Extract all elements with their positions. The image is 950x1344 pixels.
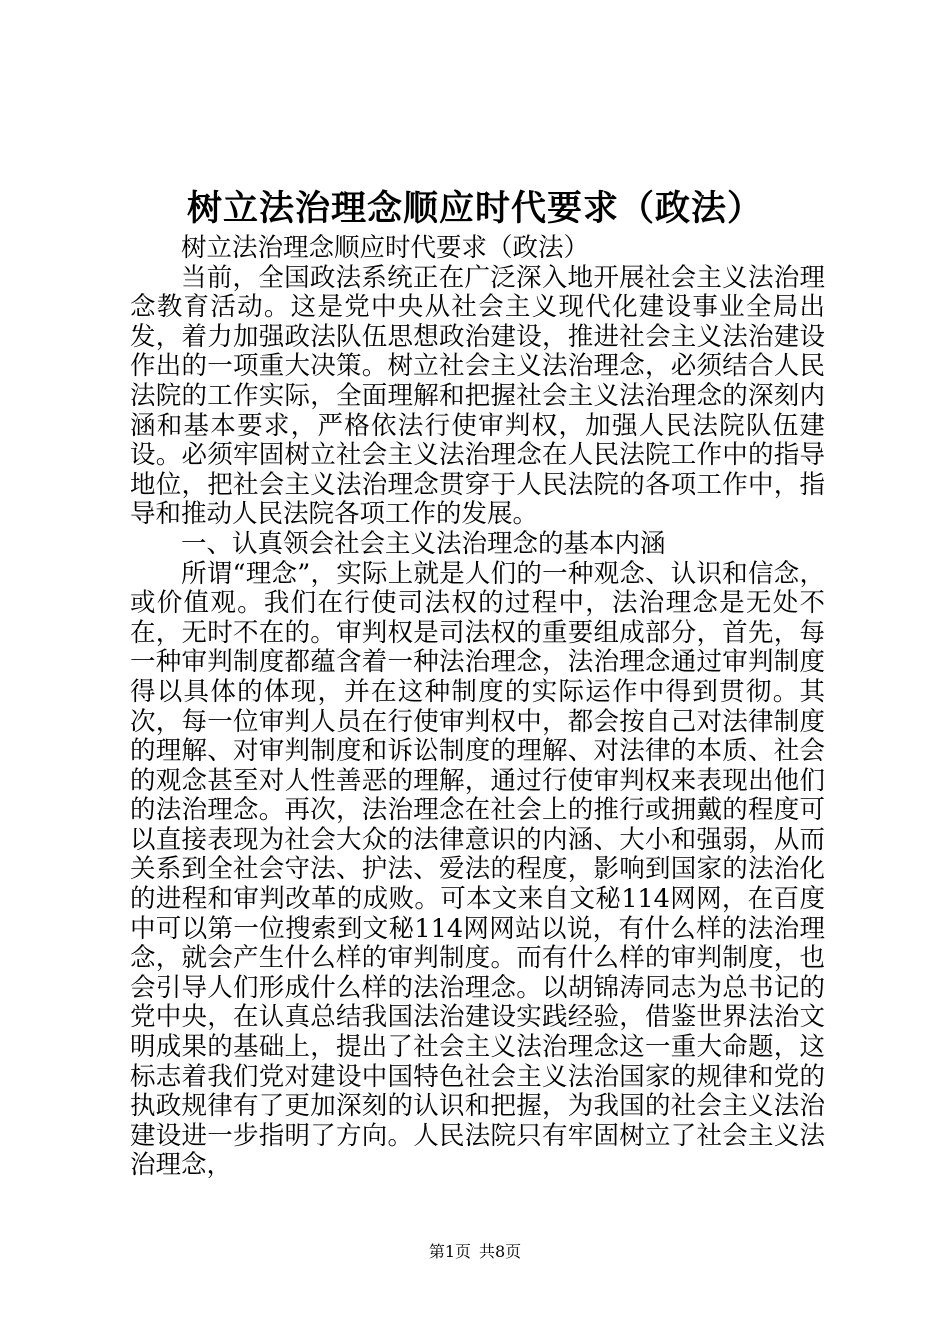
section-heading: 一、认真领会社会主义法治理念的基本内涵 <box>181 528 666 559</box>
paragraph-subtitle: 树立法治理念顺应时代要求（政法） <box>181 233 590 263</box>
paragraph-concept: 所谓“理念”，实际上就是人们的一种观念、认识和信念，或价值观。我们在行使司法权的过程中，法治理念是无处不在，无时不在的。审判权是司法权的重要组成部分，首先，每一种审判制度都蕴含着一种法治理念，法治理念通过审判制度得以具体的体现，并在这种制度的实际运作中得到贯彻。其次，每一位审判人员在行使审判权中，都会按自己对法律制度的理解、对审判制度和诉讼制度的理解、对法律的本质、社会的观念甚至对人性善恶的理解，通过行使审判权来表现出他们的法治理念。再次，法治理念在社会上的推行或拥戴的程度可以直接表现为社会大众的法律意识的内涵、大小和强弱，从而关系到全社会守法、护法、爱法的程度，影响到国家的法治化的进程和审判改革的成败。可本文来自文秘114网网，在百度中可以第一位搜索到文秘114网网站以说，有什么样的法治理念，就会产生什么样的审判制度。而有什么样的审判制度，也会引导人们形成什么样的法治理念。以胡锦涛同志为总书记的党中央，在认真总结我国法治建设实践经验，借鉴世界法治文明成果的基础上，提出了社会主义法治理念这一重大命题，这标志着我们党对建设中国特色社会主义法治国家的规律和党的执政规律有了更加深刻的认识和把握，为我国的社会主义法治建设进一步指明了方向。人民法院只有牢固树立了社会主义法治理念， <box>130 558 825 1181</box>
document-body <box>130 234 825 1181</box>
document-title: 树立法治理念顺应时代要求（政法） <box>186 188 763 229</box>
paragraph-intro: 当前，全国政法系统正在广泛深入地开展社会主义法治理念教育活动。这是党中央从社会主义现代化建设事业全局出发，着力加强政法队伍思想政治建设，推进社会主义法治建设作出的一项重大决策。树立社会主义法治理念，必须结合人民法院的工作实际，全面理解和把握社会主义法治理念的深刻内涵和基本要求，严格依法行使审判权，加强人民法院队伍建设。必须牢固树立社会主义法治理念在人民法院工作中的指导地位，把社会主义法治理念贯穿于人民法院的各项工作中，指导和推动人民法院各项工作的发展。 <box>130 262 825 530</box>
page-number: 第1页 <box>428 1242 471 1261</box>
page-total: 共8页 <box>479 1242 522 1261</box>
page-footer <box>0 1242 950 1262</box>
